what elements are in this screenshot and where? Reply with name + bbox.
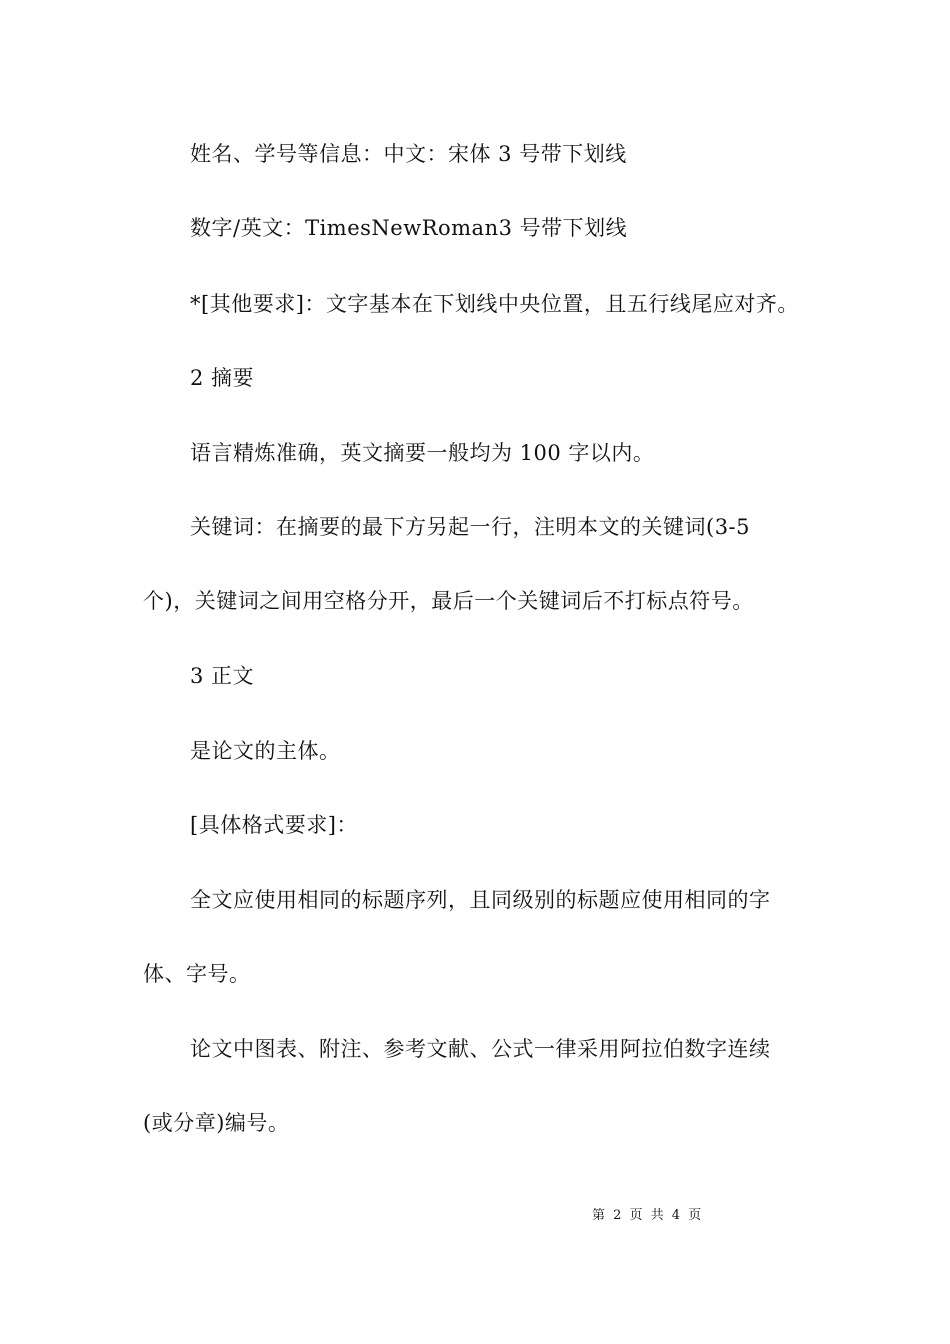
paragraph-digits-english: 数字/英文：TimesNewRoman3 号带下划线 bbox=[190, 216, 628, 240]
paragraph-heading-rule-line-1: 全文应使用相同的标题序列，且同级别的标题应使用相同的字 bbox=[190, 888, 771, 912]
paragraph-abstract-rule: 语言精炼准确，英文摘要一般均为 100 字以内。 bbox=[190, 441, 655, 465]
page-number-footer: 第 2 页 共 4 页 bbox=[592, 1208, 704, 1223]
paragraph-heading-rule-line-2: 体、字号。 bbox=[143, 962, 251, 986]
paragraph-keywords-line-2: 个)，关键词之间用空格分开，最后一个关键词后不打标点符号。 bbox=[143, 589, 754, 613]
paragraph-keywords-line-1: 关键词：在摘要的最下方另起一行，注明本文的关键词(3-5 bbox=[190, 515, 751, 539]
heading-main-body: 3 正文 bbox=[190, 664, 255, 688]
paragraph-other-requirements: *[其他要求]：文字基本在下划线中央位置，且五行线尾应对齐。 bbox=[190, 292, 799, 316]
paragraph-numbering-rule-line-2: (或分章)编号。 bbox=[143, 1111, 290, 1135]
paragraph-name-id-info: 姓名、学号等信息：中文：宋体 3 号带下划线 bbox=[190, 142, 627, 166]
heading-abstract: 2 摘要 bbox=[190, 366, 255, 390]
paragraph-main-body-desc: 是论文的主体。 bbox=[190, 739, 341, 763]
paragraph-format-requirements: [具体格式要求]： bbox=[190, 813, 358, 837]
paragraph-numbering-rule-line-1: 论文中图表、附注、参考文献、公式一律采用阿拉伯数字连续 bbox=[190, 1037, 771, 1061]
